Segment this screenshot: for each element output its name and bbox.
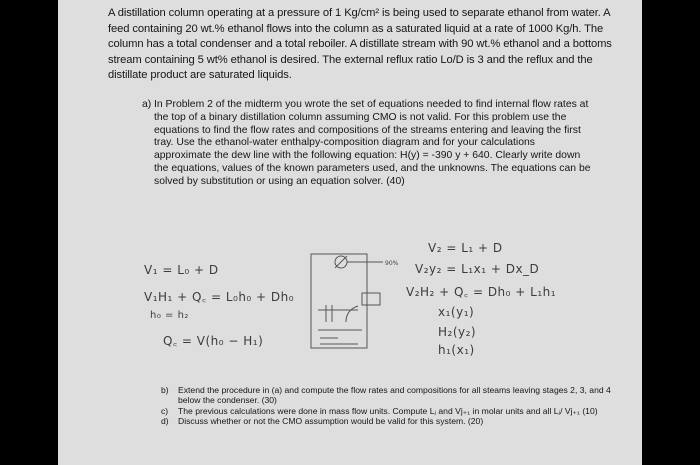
- part-c: [161, 406, 631, 416]
- hand-eq-left-1: V₁ = L₀ + D: [144, 263, 219, 277]
- part-c-label: c): [161, 405, 169, 416]
- remaining-parts: [161, 385, 631, 427]
- problem-statement: A distillation column operating at a pressure of 1 Kg/cm² is being used to separate ethanol from water. A feed containing 20 wt.% ethanol flows into the column as a saturated liquid at a rate of 1000 Kg/h. The column has a total condenser and a total reboiler. A distillate stream with 90 wt.% ethanol and a bottoms stream containing 5 wt% ethanol is desired. The external reflux ratio Lo/D is 3 and the reflux and the distillate product are saturated liquids.: [108, 7, 612, 82]
- stage-box: [362, 293, 380, 305]
- part-b: [161, 385, 631, 406]
- part-b-text: Extend the procedure in (a) and compute the flow rates and compositions for all steams leaving stages 2, 3, and 4 below the condenser. (30): [178, 385, 611, 406]
- part-b-label: b): [161, 385, 169, 395]
- part-d: [161, 416, 631, 426]
- hand-eq-right-6: h₁(x₁): [438, 343, 475, 357]
- flow-arrows: [326, 305, 332, 322]
- document-photo: [58, 0, 642, 465]
- hand-eq-right-3: V₂H₂ + Q꜀ = Dh₀ + L₁h₁: [406, 285, 557, 299]
- part-a-text: In Problem 2 of the midterm you wrote the set of equations needed to find internal flow rates at the top of a binary distillation column assuming CMO is not valid. For this problem use the equations to find the flow rates and compositions of the streams entering and leaving the first tray. Use the ethanol-water enthalpy-composition diagram and for your calculations approximate the dew line with the following equation: H(y) = -390 y + 640. Clearly write down the equations, values of the known parameters used, and the unknowns. The equations can be solved by substitution or using an equation solver. (40): [154, 99, 591, 187]
- part-d-label: d): [161, 416, 169, 427]
- hand-eq-right-1: V₂ = L₁ + D: [428, 241, 503, 255]
- part-d-text: Discuss whether or not the CMO assumption would be valid for this system. (20): [178, 416, 484, 427]
- hand-eq-right-5: H₂(y₂): [438, 325, 477, 339]
- hand-eq-left-4: Q꜀ = V(h₀ − H₁): [163, 334, 264, 348]
- part-c-text: The previous calculations were done in mass flow units. Compute Lⱼ and Vj₊₁ in molar units and all Lⱼ/ Vj₊₁ (10): [178, 405, 598, 416]
- hand-eq-left-2: V₁H₁ + Q꜀ = L₀h₀ + Dh₀: [144, 290, 295, 304]
- hand-eq-right-4: x₁(y₁): [438, 305, 475, 319]
- hand-eq-left-3: h₀ = h₂: [150, 310, 189, 321]
- part-a-label: a): [142, 99, 152, 110]
- feed-note: 90%: [385, 260, 399, 267]
- hand-eq-right-2: V₂y₂ = L₁x₁ + Dx_D: [415, 262, 540, 276]
